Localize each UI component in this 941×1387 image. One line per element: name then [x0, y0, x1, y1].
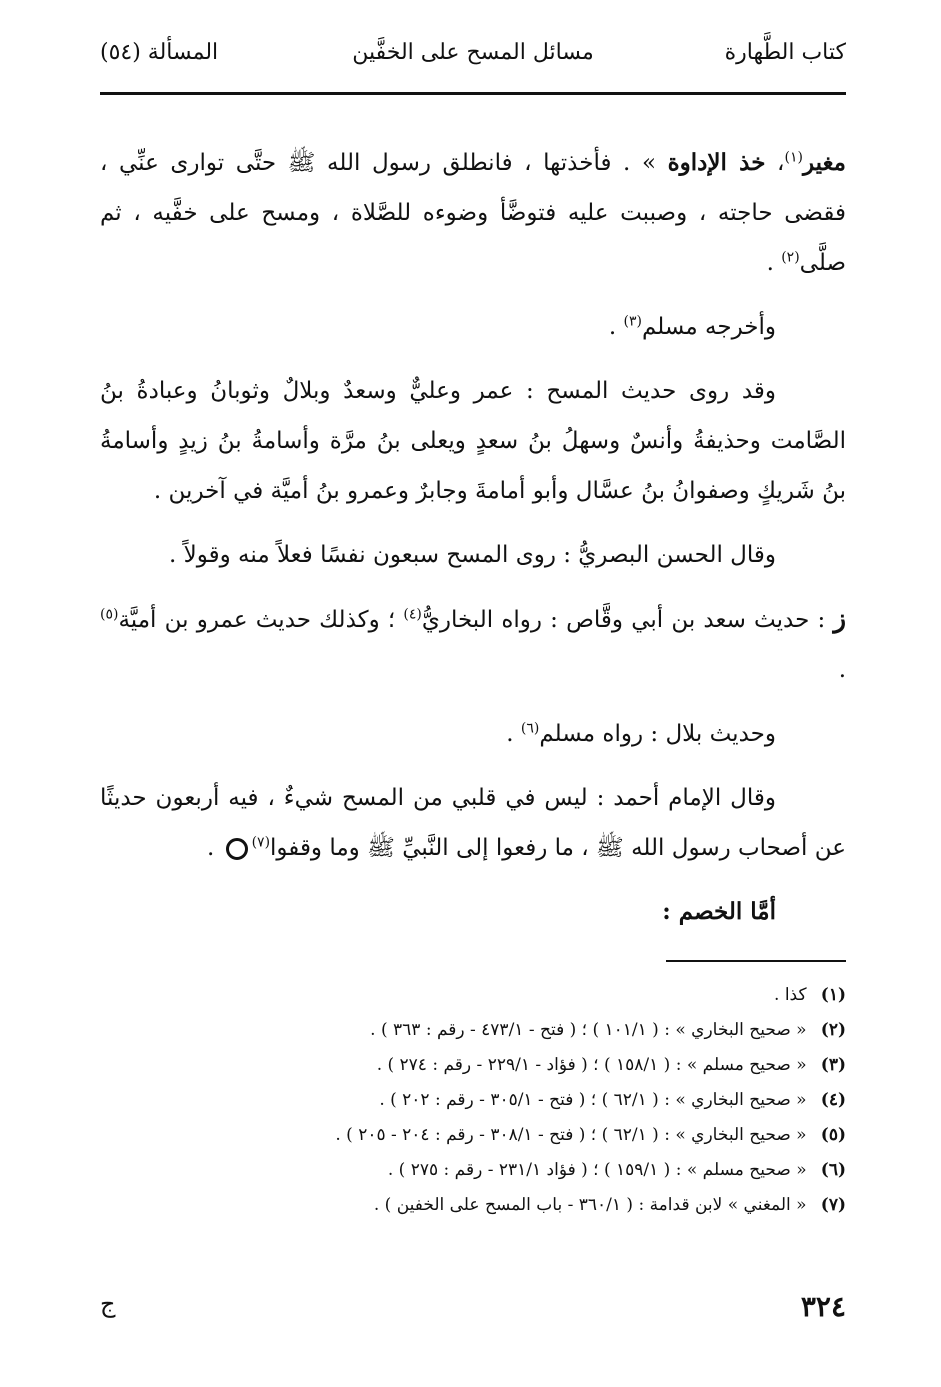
footnote-item: [100, 1153, 846, 1188]
footnote-number: (٢): [820, 1020, 846, 1040]
paragraph-5: [100, 594, 846, 695]
footnote-number: (٧): [820, 1195, 846, 1215]
p4-text: وقال الحسن البصريُّ : روى المسح سبعون نفسًا فعلاً منه وقولاً .: [169, 542, 776, 568]
p3-text: وقد روى حديث المسح : عمر وعليٌّ وسعدٌ وبلالٌ وثوبانُ وعبادةُ بنُ الصَّامت وحذيفةُ وأنسٌ وسهلُ بنُ سعدٍ ويعلى بنُ مرَّة وأسامةُ بنُ زيدٍ وأسامةُ بنُ شَريكٍ وصفوانُ بنُ عسَّال وأبو أمامةَ وجابرٌ وعمرو بنُ أميَّة في آخرين .: [100, 378, 846, 504]
footnote-text: « صحيح مسلم » : ( ١٥٩/١ ) ؛ ( فؤاد ٢٣١/١ - رقم : ٢٧٥ ) .: [387, 1160, 807, 1180]
footnote-text: كذا .: [774, 985, 807, 1005]
p2-text: وأخرجه مسلم: [641, 314, 776, 340]
signature-mark: ج: [100, 1290, 116, 1318]
issue-label: المسألة (٥٤): [100, 40, 219, 65]
paragraph-1: [100, 138, 846, 288]
chapter-title: مسائل المسح على الخفَّين: [352, 40, 594, 65]
p5-text-b: ؛ وكذلك حديث عمرو بن أميَّة: [118, 607, 404, 633]
p7-text: وقال الإمام أحمد : ليس في قلبي من المسح شيءٌ ، فيه أربعون حديثًا عن أصحاب رسول الله ﷺ ، ما رفعوا إلى النَّبيِّ ﷺ وما وقفوا: [100, 785, 846, 861]
p5-end: .: [838, 657, 846, 683]
end-circle-icon: [226, 838, 248, 860]
footnote-text: « صحيح مسلم » : ( ١٥٨/١ ) ؛ ( فؤاد - ٢٢٩/١ - رقم : ٢٧٤ ) .: [376, 1055, 807, 1075]
section-marker: ز: [833, 604, 846, 634]
footnote-item: [100, 978, 846, 1013]
paragraph-2: [100, 302, 846, 352]
paragraph-6: [100, 709, 846, 759]
p7-end: .: [206, 835, 222, 861]
footnote-rule: [666, 960, 846, 962]
p5-text-a: : حديث سعد بن أبي وقَّاص : رواه البخاريُّ: [421, 607, 834, 633]
running-header: [100, 40, 846, 80]
footnote-ref-3: (٣): [623, 313, 642, 330]
book-title: كتاب الطَّهارة: [724, 40, 846, 65]
footnote-item: [100, 1118, 846, 1153]
footnote-text: « صحيح البخاري » : ( ١٠١/١ ) ؛ ( فتح - ٤٧٣/١ - رقم : ٣٦٣ ) .: [370, 1020, 807, 1040]
p1-quote: خذ الإداوة: [667, 149, 766, 176]
footnote-ref-5: (٥): [100, 606, 119, 623]
footnote-ref-6: (٦): [520, 720, 540, 737]
footnote-number: (٥): [820, 1125, 846, 1145]
page-footer: [100, 1290, 846, 1330]
footnotes: [100, 978, 846, 1223]
footnote-ref-4: (٤): [403, 606, 422, 623]
footnote-ref-1: (١): [784, 149, 803, 166]
p1-end: .: [766, 250, 782, 276]
header-rule: [100, 92, 846, 95]
footnote-number: (٤): [820, 1090, 846, 1110]
footnote-item: [100, 1013, 846, 1048]
paragraph-3: [100, 366, 846, 516]
footnote-number: (٦): [820, 1160, 846, 1180]
footnote-number: (٣): [820, 1055, 846, 1075]
footnote-ref-7: (٧): [251, 834, 271, 851]
paragraph-4: [100, 530, 846, 580]
p1-lead: مغير: [802, 149, 846, 176]
main-text: [100, 138, 846, 951]
footnote-item: [100, 1188, 846, 1223]
footnote-ref-2: (٢): [781, 249, 800, 266]
footnote-item: [100, 1083, 846, 1118]
footnote-number: (١): [820, 985, 846, 1005]
page-number: ٣٢٤: [800, 1290, 846, 1323]
p1-text-a: ،: [765, 150, 785, 176]
paragraph-8: [100, 887, 846, 937]
p1-text-b: » . فأخذتها ، فانطلق رسول الله ﷺ حتَّى توارى عنِّي ، فقضى حاجته ، وصببت عليه فتوضَّأ وضوءه للصَّلاة ، ومسح على خفَّيه ، ثم صلَّى: [100, 150, 846, 276]
paragraph-7: [100, 773, 846, 873]
footnote-text: « المغني » لابن قدامة : ( ٣٦٠/١ - باب المسح على الخفين ) .: [373, 1195, 807, 1215]
p6-text: وحديث بلال : رواه مسلم: [539, 721, 776, 747]
p2-end: .: [608, 314, 624, 340]
p6-end: .: [506, 721, 521, 747]
footnote-item: [100, 1048, 846, 1083]
footnote-text: « صحيح البخاري » : ( ٦٢/١ ) ؛ ( فتح - ٣٠٨/١ - رقم : ٢٠٤ - ٢٠٥ ) .: [335, 1125, 807, 1145]
opponent-heading: أمَّا الخصم :: [662, 898, 776, 925]
footnote-text: « صحيح البخاري » : ( ٦٢/١ ) ؛ ( فتح - ٣٠٥/١ - رقم : ٢٠٢ ) .: [379, 1090, 807, 1110]
